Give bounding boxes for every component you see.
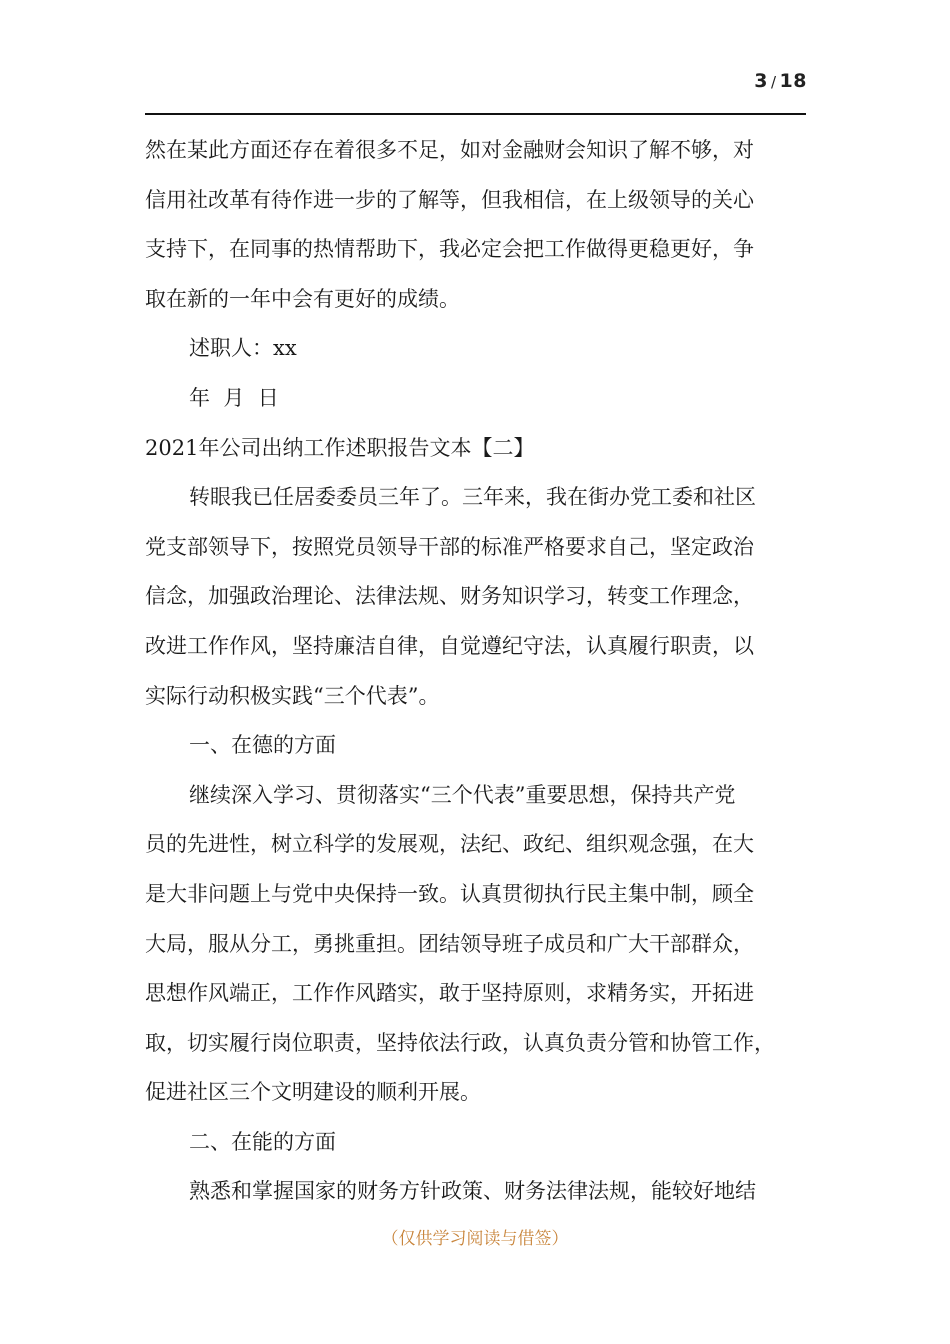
paragraph-line: 然在某此方面还存在着很多不足，如对金融财会知识了解不够，对 (145, 138, 754, 162)
paragraph-line: 继续深入学习、贯彻落实“三个代表”重要思想，保持共产党 (189, 782, 736, 807)
footer-note: （仅供学习阅读与借签） (381, 1229, 569, 1249)
paragraph-line: 信念，加强政治理论、法律法规、财务知识学习，转变工作理念， (145, 584, 754, 609)
paragraph-line: 思想作风端正，工作作风踏实，敢于坚持原则，求精务实，开拓进 (145, 981, 754, 1006)
paragraph-line: 实际行动积极实践“三个代表”。 (145, 683, 440, 708)
header-rule (145, 113, 806, 115)
paragraph-line: 党支部领导下，按照党员领导干部的标准严格要求自己，坚定政治 (145, 534, 754, 559)
page-current: 3 (754, 70, 768, 92)
paragraph-line: 取，切实履行岗位职责，坚持依法行政，认真负责分管和协管工作， (145, 1030, 775, 1055)
paragraph-line: 是大非问题上与党中央保持一致。认真贯彻执行民主集中制，顾全 (145, 881, 754, 906)
subsection-heading: 一、在德的方面 (189, 733, 336, 758)
paragraph-line: 改进工作作风，坚持廉洁自律，自觉遵纪守法，认真履行职责，以 (145, 633, 754, 658)
signature-line: 述职人：xx (189, 336, 297, 361)
paragraph-line: 大局，服从分工，勇挑重担。团结领导班子成员和广大干部群众， (145, 931, 754, 956)
paragraph-line: 熟悉和掌握国家的财务方针政策、财务法律法规，能较好地结 (189, 1179, 756, 1204)
page-number (754, 70, 807, 92)
document-body (145, 126, 813, 1217)
section-title: 2021年公司出纳工作述职报告文本【二】 (145, 435, 535, 460)
paragraph-line: 员的先进性，树立科学的发展观，法纪、政纪、组织观念强，在大 (145, 832, 754, 857)
subsection-heading: 二、在能的方面 (189, 1129, 336, 1154)
page-total: 18 (779, 70, 807, 92)
paragraph-line: 信用社改革有待作进一步的了解等，但我相信，在上级领导的关心 (145, 187, 754, 212)
paragraph-line: 支持下，在同事的热情帮助下，我必定会把工作做得更稳更好，争 (145, 237, 754, 262)
paragraph-line: 促进社区三个文明建设的顺利开展。 (145, 1080, 481, 1105)
date-line: 年 月 日 (189, 385, 279, 410)
paragraph-line: 转眼我已任居委委员三年了。三年来，我在街办党工委和社区 (189, 485, 756, 510)
page-separator: / (770, 73, 777, 91)
paragraph-line: 取在新的一年中会有更好的成绩。 (145, 286, 460, 311)
